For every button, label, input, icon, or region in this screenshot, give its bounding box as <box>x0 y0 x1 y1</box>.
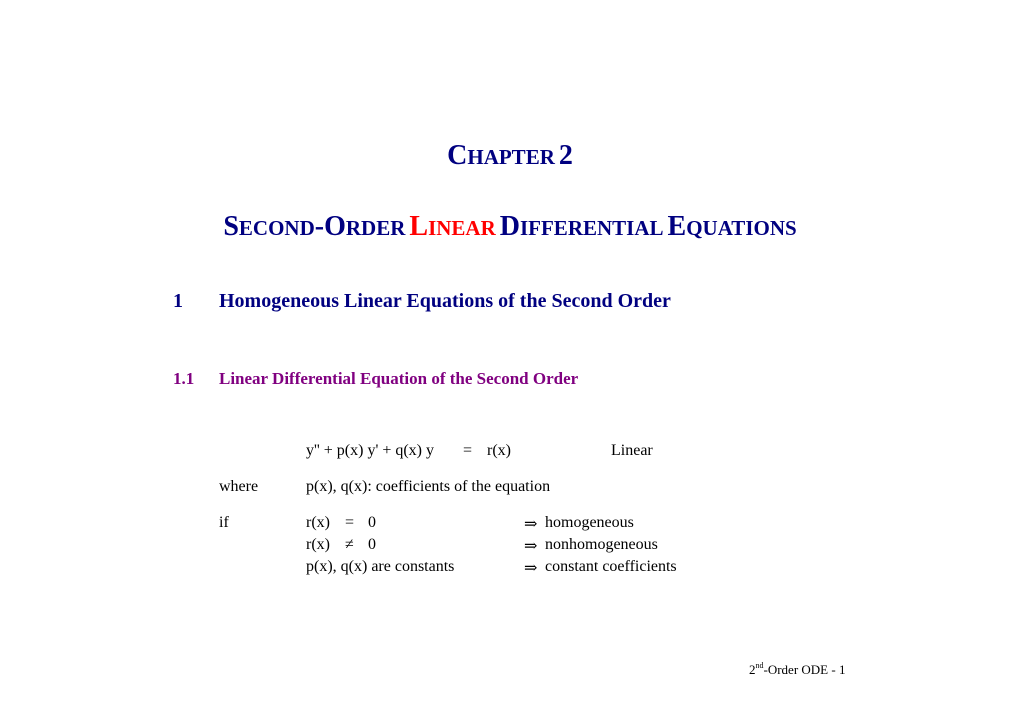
condition-3-arrow: ⇒ <box>524 560 538 577</box>
equation-lhs: y'' + p(x) y' + q(x) y <box>306 442 435 459</box>
footer-prefix: 2 <box>749 662 756 677</box>
condition-3-lhs: p(x), q(x) are constants <box>306 558 455 575</box>
title-w4-rest: IFFERENTIAL <box>519 216 664 240</box>
where-text: p(x), q(x): coefficients of the equation <box>306 478 551 495</box>
condition-1-val: 0 <box>368 514 376 531</box>
condition-1-result: homogeneous <box>545 514 634 531</box>
section-1-1-number: 1.1 <box>173 369 195 388</box>
condition-2-result: nonhomogeneous <box>545 536 658 553</box>
condition-2-op: ≠ <box>345 536 354 553</box>
condition-2-arrow: ⇒ <box>524 538 538 555</box>
footer-superscript: nd <box>755 661 764 670</box>
footer-suffix: -Order ODE - 1 <box>763 662 846 677</box>
title-w2-first: O <box>324 211 346 242</box>
title-linear-highlight <box>409 211 496 242</box>
chapter-heading <box>0 140 1020 172</box>
section-1-1-title: Linear Differential Equation of the Second Order <box>219 369 579 388</box>
title-w2-rest: RDER <box>345 216 406 240</box>
title-dash: - <box>314 211 325 242</box>
page-footer <box>749 661 845 678</box>
section-1-number: 1 <box>173 290 183 312</box>
where-keyword: where <box>219 478 259 495</box>
condition-2-lhs: r(x) <box>306 536 330 553</box>
title-w3-rest: INEAR <box>428 216 496 240</box>
equation-rhs: r(x) <box>487 442 511 459</box>
chapter-number: 2 <box>558 140 573 171</box>
title-w5-rest: QUATIONS <box>686 216 797 240</box>
chapter-title <box>0 211 1020 243</box>
title-w4-first: D <box>499 211 520 242</box>
condition-2-val: 0 <box>368 536 376 553</box>
title-w5-first: E <box>667 211 687 242</box>
condition-1-arrow: ⇒ <box>524 516 538 533</box>
title-w1-rest: ECOND <box>238 216 315 240</box>
condition-1-op: = <box>345 514 355 531</box>
if-keyword: if <box>219 514 229 531</box>
chapter-first-letter: C <box>447 140 468 171</box>
condition-1-lhs: r(x) <box>306 514 330 531</box>
chapter-word-rest: HAPTER <box>467 145 555 169</box>
title-w1-first: S <box>223 211 239 242</box>
section-1-title: Homogeneous Linear Equations of the Second Order <box>219 290 671 312</box>
equation-label: Linear <box>611 442 653 459</box>
condition-3-result: constant coefficients <box>545 558 677 575</box>
equation-equals: = <box>463 442 473 459</box>
title-w3-first: L <box>409 211 429 242</box>
